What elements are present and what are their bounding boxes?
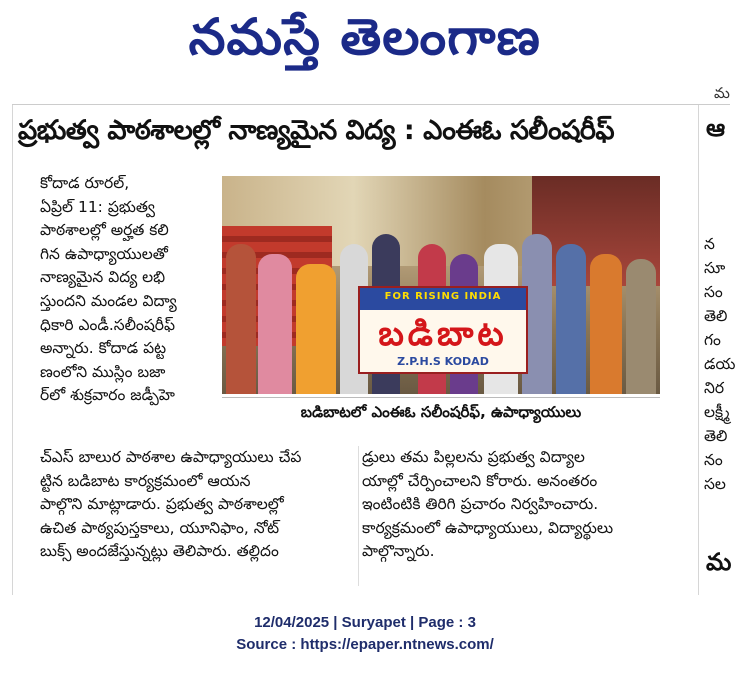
- text-line: యాల్లో చేర్పించాలని కోరారు. అనంతరం: [362, 471, 598, 490]
- article-column-1: [40, 172, 220, 408]
- text-line: తెలి: [704, 427, 728, 445]
- text-line: ర్‌లో శుక్రవారం జడ్పీహె: [40, 386, 175, 405]
- banner-school-name: Z.P.H.S KODAD: [397, 355, 489, 368]
- text-line: ణంలోని ముస్లిం బజా: [40, 362, 166, 381]
- text-line: చ్‌ఎస్ బాలుర పాఠశాల ఉపాధ్యాయులు చేప: [40, 448, 302, 466]
- article-column-1-continued: [40, 446, 360, 564]
- photo-person: [226, 244, 256, 394]
- text-line: పాఠశాలల్లో అర్హత కలి: [40, 221, 169, 240]
- source-link[interactable]: Source : https://epaper.ntnews.com/: [236, 636, 494, 653]
- column-rule-right: [698, 105, 699, 595]
- text-line: సూ: [704, 259, 726, 277]
- text-line: డ్రులు తమ పిల్లలను ప్రభుత్వ విద్యాల: [362, 448, 585, 466]
- adjacent-article-column: [704, 232, 735, 496]
- photo-person: [296, 264, 336, 394]
- top-rule: [12, 104, 730, 105]
- text-line: బుక్స్ అందజేస్తున్నట్లు తెలిపారు. తల్లిదం: [40, 542, 279, 561]
- adjacent-article-heading: ఆ: [706, 114, 726, 142]
- caption-rule: [222, 397, 660, 398]
- text-line: గం: [704, 331, 721, 349]
- text-line: ఇంటింటికి తిరిగి ప్రచారం నిర్వహించారు.: [362, 495, 599, 514]
- text-line: డయ: [704, 355, 735, 373]
- text-line: లక్ష్మీ: [704, 403, 730, 421]
- text-line: సల: [704, 475, 726, 493]
- text-line: కోదాడ రూరల్,: [40, 174, 130, 192]
- text-line: స్తుందని మండల విద్యా: [40, 291, 177, 310]
- adjacent-article-next: మ: [706, 548, 732, 576]
- text-line: ట్టిన బడిబాట కార్యక్రమంలో ఆయన: [40, 471, 251, 490]
- text-line: ధికారి ఎండీ.సలీంషరీఫ్: [40, 315, 176, 334]
- badibata-banner: [358, 286, 528, 374]
- edition-info: 12/04/2025 | Suryapet | Page : 3: [254, 614, 476, 631]
- left-rule: [12, 105, 13, 595]
- page-footer: [0, 612, 730, 656]
- text-line: సం: [704, 283, 723, 301]
- text-line: ఏప్రిల్ 11: ప్రభుత్వ: [40, 197, 155, 216]
- adjacent-article-mark: మ: [714, 84, 730, 102]
- article-photo: [222, 176, 660, 394]
- text-line: పాల్గొని మాట్లాడారు. ప్రభుత్వ పాఠశాలల్లో: [40, 495, 284, 514]
- text-line: ఉచిత పాఠ్యపుస్తకాలు, యూనిఫాం, నోట్: [40, 518, 280, 537]
- text-line: తెలి: [704, 307, 728, 325]
- newspaper-title: నమస్తే తెలంగాణ: [188, 7, 542, 66]
- text-line: గిన ఉపాధ్యాయులతో: [40, 244, 168, 263]
- banner-title: బడిబాట: [378, 314, 508, 354]
- column-separator: [358, 446, 359, 586]
- text-line: కార్యక్రమంలో ఉపాధ్యాయులు, విద్యార్థులు: [362, 518, 614, 537]
- text-line: న: [704, 235, 715, 253]
- masthead: [0, 0, 730, 86]
- photo-person: [590, 254, 622, 394]
- banner-tagline: FOR RISING INDIA: [384, 291, 502, 302]
- photo-person: [626, 259, 656, 394]
- text-line: అన్నారు. కోదాడ పట్ట: [40, 339, 167, 358]
- photo-person: [556, 244, 586, 394]
- photo-person: [258, 254, 292, 394]
- text-line: నం: [704, 451, 723, 469]
- text-line: నాణ్యమైన విద్య లభి: [40, 268, 166, 287]
- photo-caption: బడిబాటలో ఎంఈఓ సలీంషరీఫ్, ఉపాధ్యాయులు: [300, 403, 582, 421]
- article-column-2: [362, 446, 662, 564]
- text-line: పాల్గొన్నారు.: [362, 542, 435, 561]
- text-line: నిర: [704, 379, 725, 397]
- article-headline: ప్రభుత్వ పాఠశాలల్లో నాణ్యమైన విద్య : ఎంఈఓ సలీంషరీఫ్: [18, 115, 615, 146]
